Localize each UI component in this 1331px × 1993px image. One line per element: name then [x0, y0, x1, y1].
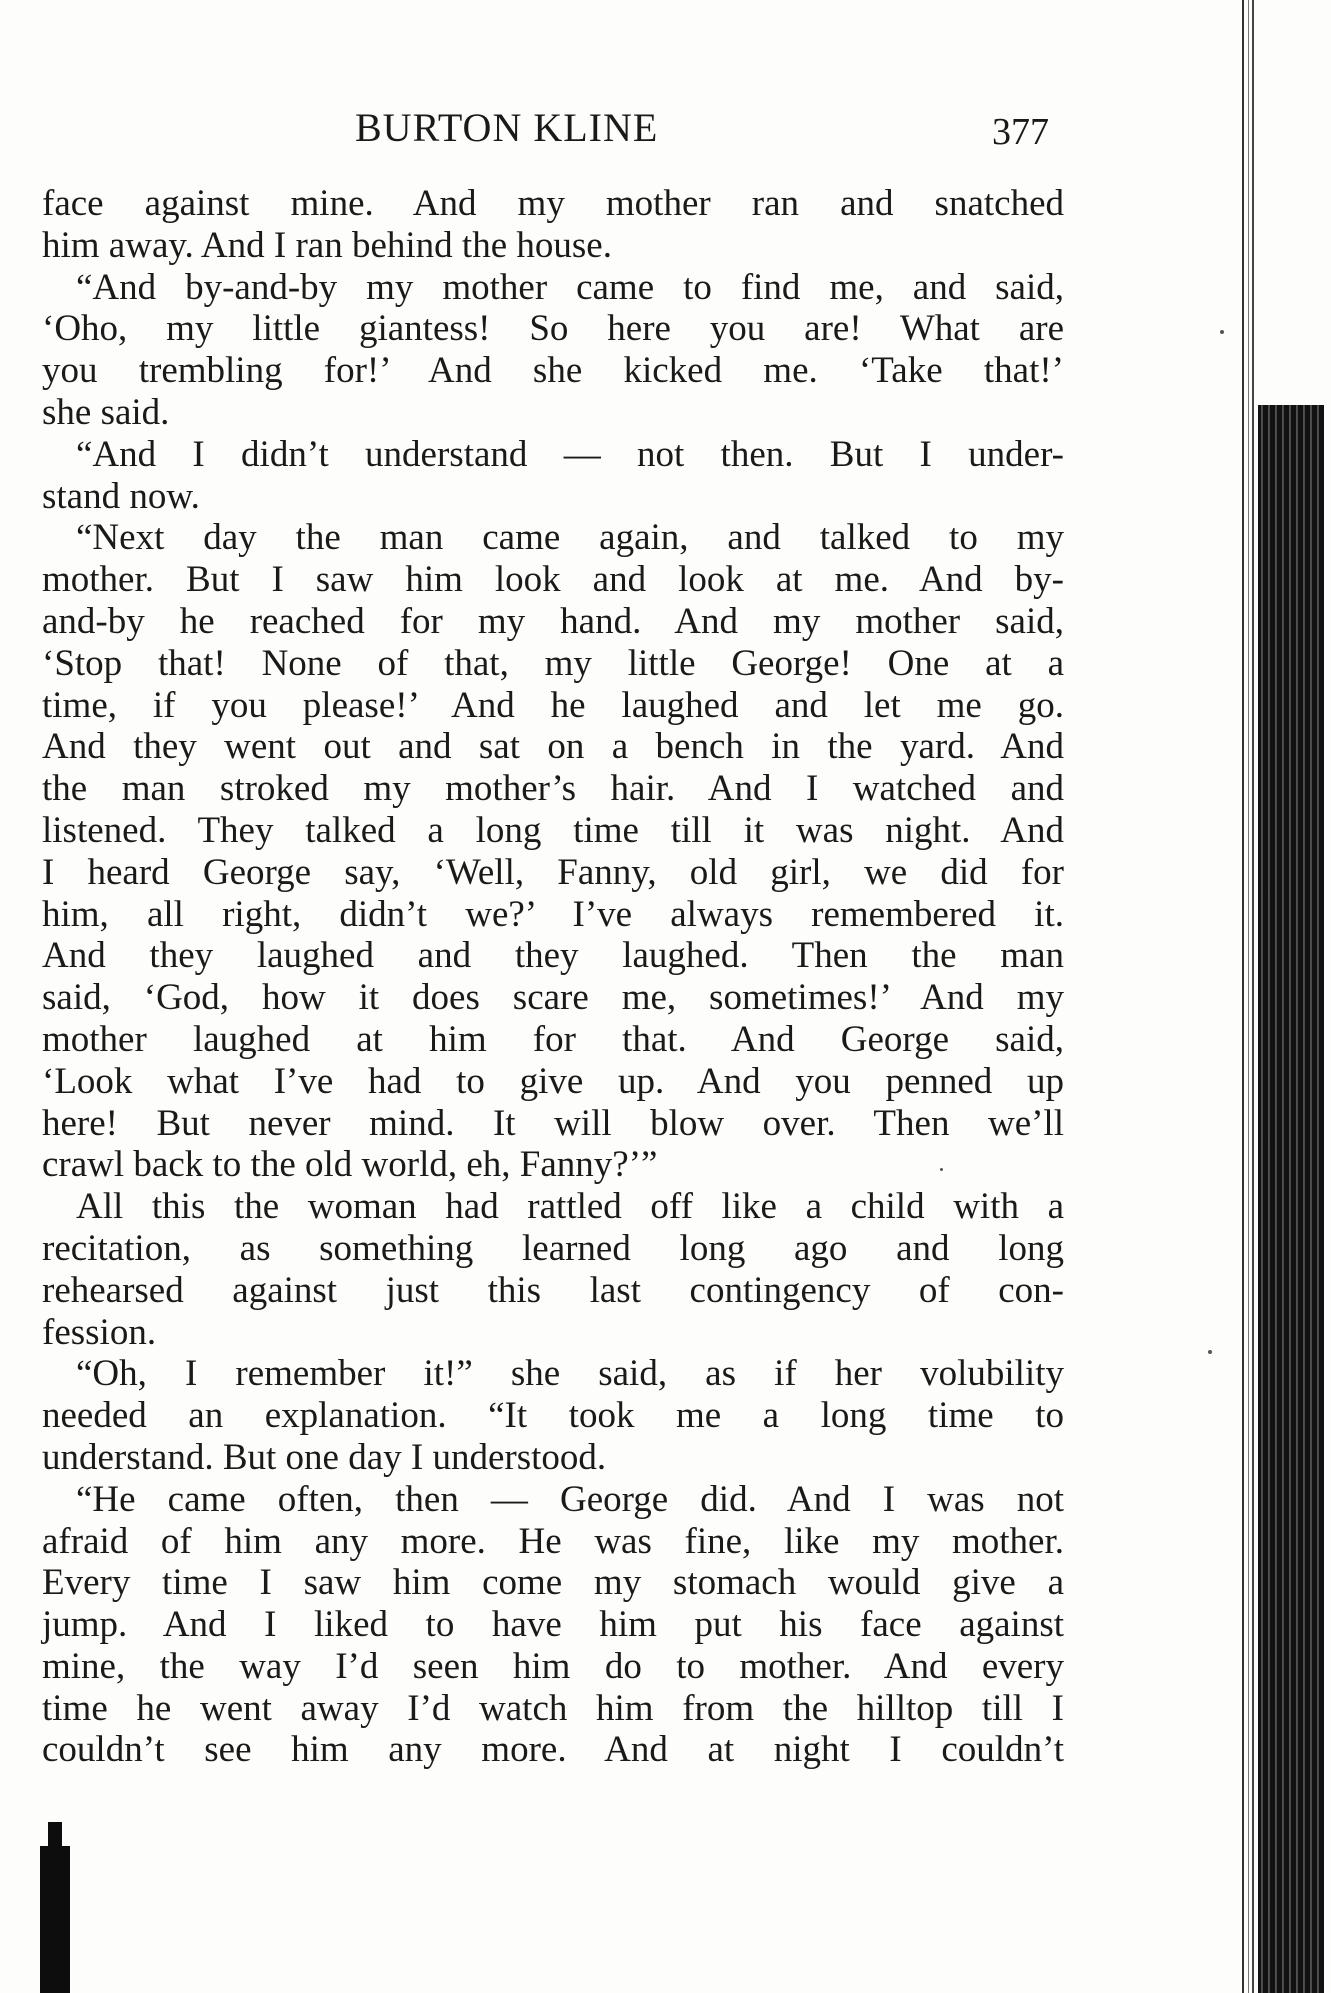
text-line: needed an explanation. “It took me a long time to [42, 1395, 1064, 1437]
text-line: And they laughed and they laughed. Then the man [42, 935, 1064, 977]
text-line: rehearsed against just this last contingency of con- [42, 1269, 1064, 1311]
text-line: “He came often, then — George did. And I was not [76, 1478, 1064, 1520]
edge-line [1252, 0, 1254, 1993]
text-line: recitation, as something learned long ago and long [42, 1227, 1064, 1269]
scan-speck [1220, 330, 1224, 334]
text-line: said, ‘God, how it does scare me, sometimes!’ And my [42, 977, 1064, 1019]
text-line: him away. And I ran behind the house. [42, 224, 612, 266]
page-number: 377 [992, 111, 1049, 153]
text-line: “And I didn’t understand — not then. But I under- [76, 433, 1064, 475]
text-line: mother laughed at him for that. And George said, [42, 1018, 1064, 1060]
scan-corner-mark [40, 1846, 70, 1993]
text-line: stand now. [42, 475, 200, 517]
text-line: here! But never mind. It will blow over. Then we’ll [42, 1102, 1064, 1144]
text-line: you trembling for!’ And she kicked me. ‘Take that!’ [42, 350, 1064, 392]
edge-line [1242, 0, 1244, 1993]
text-line: time he went away I’d watch him from the hilltop till I [42, 1687, 1064, 1729]
text-line: fession. [42, 1311, 157, 1353]
text-line: listened. They talked a long time till it was night. And [42, 809, 1064, 851]
text-line: him, all right, didn’t we?’ I’ve always remembered it. [42, 893, 1064, 935]
text-line: time, if you please!’ And he laughed and let me go. [42, 684, 1064, 726]
scan-shadow-band [1258, 405, 1324, 1993]
text-line: I heard George say, ‘Well, Fanny, old girl, we did for [42, 851, 1064, 893]
body-text [42, 183, 1064, 1771]
text-line: “And by-and-by my mother came to find me, and said, [76, 266, 1064, 308]
text-line: face against mine. And my mother ran and snatched [42, 183, 1064, 224]
text-line: she said. [42, 391, 170, 433]
text-line: ‘Look what I’ve had to give up. And you penned up [42, 1060, 1064, 1102]
text-line: “Next day the man came again, and talked to my [76, 517, 1064, 559]
text-line: ‘Oho, my little giantess! So here you are! What are [42, 308, 1064, 350]
text-line: And they went out and sat on a bench in the yard. And [42, 726, 1064, 768]
text-line: ‘Stop that! None of that, my little George! One at a [42, 642, 1064, 684]
text-line: and-by he reached for my hand. And my mother said, [42, 600, 1064, 642]
text-line: mine, the way I’d seen him do to mother. And every [42, 1645, 1064, 1687]
text-line: afraid of him any more. He was fine, like my mother. [42, 1520, 1064, 1562]
text-line: the man stroked my mother’s hair. And I watched and [42, 768, 1064, 810]
edge-line [1248, 0, 1249, 1993]
text-line: mother. But I saw him look and look at me. And by- [42, 559, 1064, 601]
text-line: All this the woman had rattled off like a child with a [76, 1186, 1064, 1228]
text-line: Every time I saw him come my stomach would give a [42, 1562, 1064, 1604]
text-line: “Oh, I remember it!” she said, as if her volubility [76, 1353, 1064, 1395]
text-line: crawl back to the old world, eh, Fanny?’” [42, 1144, 658, 1186]
text-line: couldn’t see him any more. And at night I couldn’t [42, 1729, 1064, 1771]
scan-speck [1208, 1350, 1212, 1354]
text-line: understand. But one day I understood. [42, 1436, 607, 1478]
scan-speck [940, 1168, 943, 1171]
text-line: jump. And I liked to have him put his face against [42, 1604, 1064, 1646]
running-title: BURTON KLINE [355, 105, 659, 150]
